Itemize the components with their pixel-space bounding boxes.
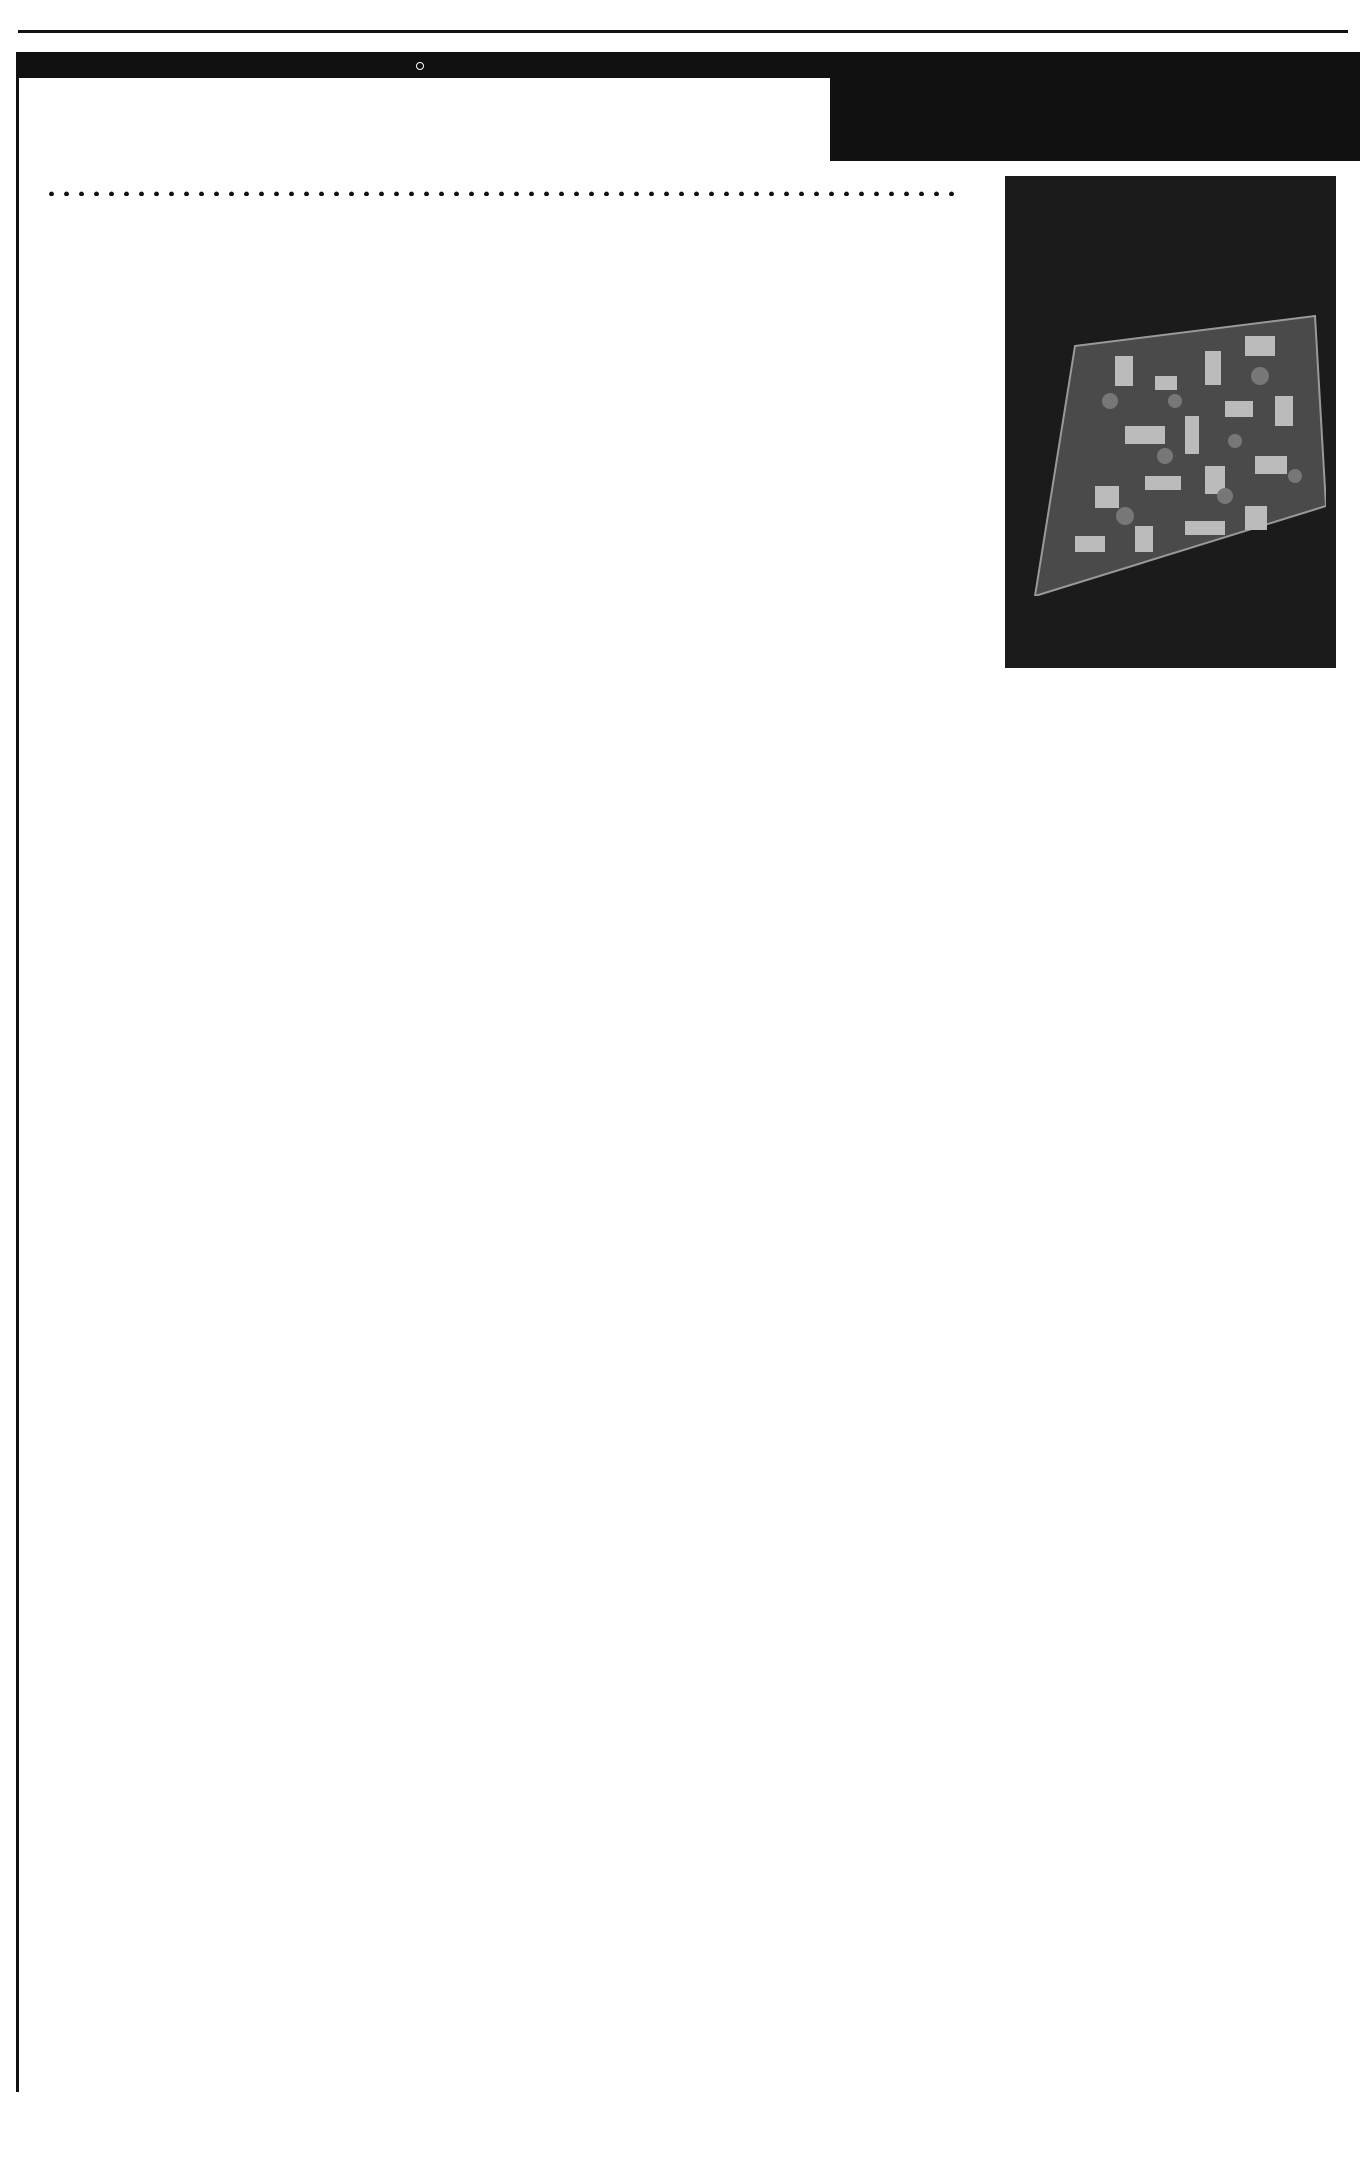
- circuit-board-illustration: [1015, 306, 1326, 596]
- decorative-dot: [416, 62, 424, 70]
- contents-title: [830, 26, 1360, 161]
- frame-left-rule: [16, 52, 19, 2092]
- frame-header-bar: [18, 52, 838, 78]
- contents-entry: [36, 170, 979, 206]
- entry-heading: [36, 170, 979, 206]
- magazine-cover: [1005, 176, 1336, 668]
- entry-leader-dots: [44, 170, 957, 196]
- contents-list: [36, 170, 979, 206]
